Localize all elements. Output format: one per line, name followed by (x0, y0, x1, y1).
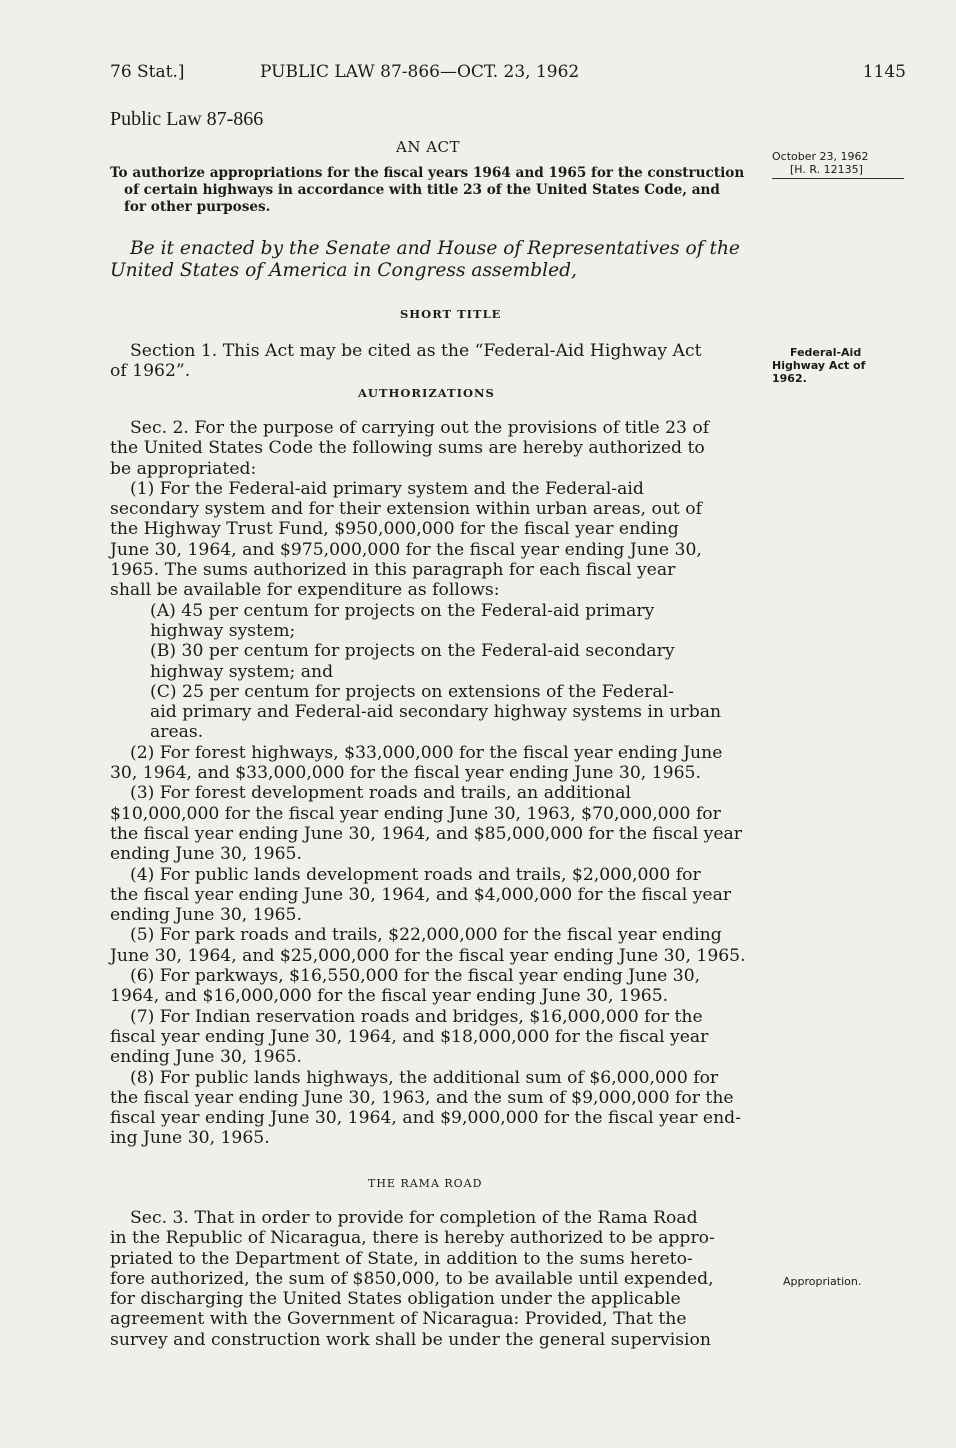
section-1-line: of 1962”. (110, 361, 191, 382)
section-2-line: ending June 30, 1965. (110, 844, 302, 865)
margin-note-line: 1962. (772, 372, 807, 385)
section-2-line: $10,000,000 for the fiscal year ending June 30, 1963, $70,000,000 for (110, 803, 721, 824)
section-3-line: fore authorized, the sum of $850,000, to be available until expended, (110, 1268, 714, 1289)
section-3-line: agreement with the Government of Nicaragua: Provided, That the (110, 1309, 687, 1330)
section-3 (110, 1208, 762, 1350)
section-2-line: (3) For forest development roads and trails, an additional (130, 783, 632, 804)
purpose-line: To authorize appropriations for the fiscal years 1964 and 1965 for the construction (110, 165, 745, 181)
section-2-line: (6) For parkways, $16,550,000 for the fiscal year ending June 30, (130, 966, 701, 987)
margin-note-line: Federal-Aid (790, 346, 862, 359)
margin-note-line: Highway Act of (772, 359, 866, 372)
margin-date: October 23, 1962 (772, 150, 869, 163)
section-1-line: Section 1. This Act may be cited as the “Federal-Aid Highway Act (130, 341, 702, 361)
rama-road-heading: THE RAMA ROAD (368, 1177, 483, 1190)
section-2-line: (2) For forest highways, $33,000,000 for the fiscal year ending June (130, 742, 723, 763)
header-law-date: PUBLIC LAW 87-866—OCT. 23, 1962 (260, 62, 580, 82)
section-2-line: the fiscal year ending June 30, 1964, and $4,000,000 for the fiscal year (110, 884, 732, 905)
section-2-line: ing June 30, 1965. (110, 1128, 270, 1149)
section-2-line: Sec. 2. For the purpose of carrying out the provisions of title 23 of (130, 418, 710, 438)
purpose-clause (110, 165, 762, 216)
section-2-line: the United States Code the following sums are hereby authorized to (110, 438, 705, 459)
section-3-line: for discharging the United States obligation under the applicable (110, 1289, 681, 1310)
running-header (110, 62, 906, 86)
margin-appropriation-note: Appropriation. (783, 1275, 862, 1288)
section-2-line: (A) 45 per centum for projects on the Federal-aid primary (150, 600, 655, 621)
authorizations-heading: AUTHORIZATIONS (358, 386, 495, 400)
enacting-line: United States of America in Congress assembled, (110, 260, 577, 281)
section-2-line: the fiscal year ending June 30, 1963, and the sum of $9,000,000 for the (110, 1087, 734, 1108)
section-2-line: fiscal year ending June 30, 1964, and $18,000,000 for the fiscal year (110, 1026, 709, 1047)
enacting-clause (110, 238, 762, 282)
enacting-line: Be it enacted by the Senate and House of Representatives of the (130, 238, 740, 259)
law-title: Public Law 87-866 (110, 108, 264, 130)
short-title-heading: SHORT TITLE (400, 307, 502, 321)
section-2-line: (C) 25 per centum for projects on extensions of the Federal- (150, 681, 674, 702)
section-3-line: survey and construction work shall be under the general supervision (110, 1329, 711, 1350)
purpose-line: of certain highways in accordance with title 23 of the United States Code, and (124, 182, 720, 198)
section-2-line: June 30, 1964, and $975,000,000 for the fiscal year ending June 30, (110, 539, 702, 560)
section-3-line: in the Republic of Nicaragua, there is hereby authorized to be appro- (110, 1228, 715, 1249)
section-2-line: June 30, 1964, and $25,000,000 for the fiscal year ending June 30, 1965. (110, 945, 746, 966)
section-2-line: aid primary and Federal-aid secondary highway systems in urban (150, 702, 722, 723)
section-2-line: fiscal year ending June 30, 1964, and $9,000,000 for the fiscal year end- (110, 1108, 741, 1129)
margin-short-title-note (772, 346, 865, 385)
margin-bill-number: [H. R. 12135] (790, 163, 863, 176)
section-2-line: (1) For the Federal-aid primary system and the Federal-aid (130, 478, 644, 499)
section-2-line: (B) 30 per centum for projects on the Federal-aid secondary (150, 641, 675, 662)
section-2-line: highway system; and (150, 661, 334, 682)
section-2 (110, 418, 762, 1149)
section-2-line: ending June 30, 1965. (110, 1047, 302, 1068)
margin-rule (772, 178, 904, 179)
section-2-line: 1964, and $16,000,000 for the fiscal year ending June 30, 1965. (110, 986, 669, 1007)
section-2-line: areas. (150, 722, 204, 743)
section-2-line: the fiscal year ending June 30, 1964, and $85,000,000 for the fiscal year (110, 823, 742, 844)
section-2-line: highway system; (150, 620, 296, 641)
page-number: 1145 (862, 62, 906, 82)
margin-date-block (772, 150, 904, 179)
section-2-line: 30, 1964, and $33,000,000 for the fiscal year ending June 30, 1965. (110, 763, 701, 784)
section-1 (110, 341, 762, 382)
section-2-line: secondary system and for their extension within urban areas, out of (110, 499, 702, 520)
section-3-line: priated to the Department of State, in addition to the sums hereto- (110, 1248, 693, 1269)
section-3-line: Sec. 3. That in order to provide for completion of the Rama Road (130, 1208, 698, 1228)
section-2-line: ending June 30, 1965. (110, 905, 302, 926)
section-2-line: (7) For Indian reservation roads and bridges, $16,000,000 for the (130, 1006, 703, 1027)
section-2-line: (5) For park roads and trails, $22,000,000 for the fiscal year ending (130, 925, 722, 946)
section-2-line: (4) For public lands development roads and trails, $2,000,000 for (130, 864, 701, 885)
section-2-line: shall be available for expenditure as follows: (110, 580, 500, 601)
section-2-line: (8) For public lands highways, the additional sum of $6,000,000 for (130, 1067, 719, 1088)
an-act-label: AN ACT (396, 138, 461, 156)
section-2-line: the Highway Trust Fund, $950,000,000 for the fiscal year ending (110, 519, 679, 540)
section-2-line: be appropriated: (110, 458, 257, 479)
section-2-line: 1965. The sums authorized in this paragraph for each fiscal year (110, 560, 676, 581)
header-volume: 76 Stat.] (110, 62, 185, 82)
purpose-line: for other purposes. (124, 199, 271, 215)
